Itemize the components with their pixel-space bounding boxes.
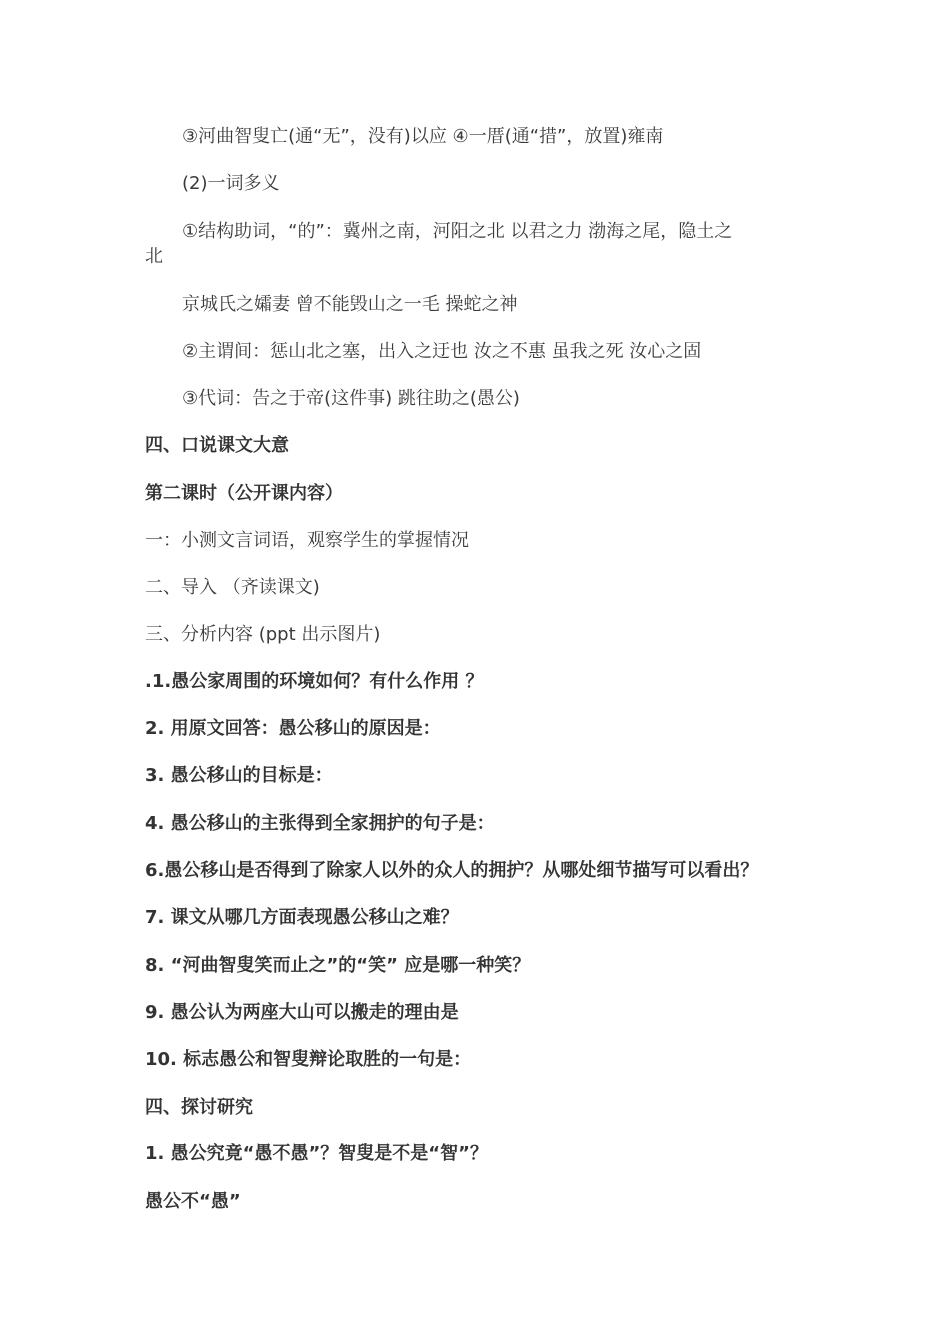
text-line-yiciduoyi: (2)一词多义 — [182, 173, 280, 194]
heading-second-lesson: 第二课时（公开课内容） — [145, 483, 343, 504]
text-line-zhuweijian: ②主谓间：惩山北之塞，出入之迂也 汝之不惠 虽我之死 汝心之固 — [182, 341, 702, 362]
text-line-tongjia: ③河曲智叟亡(通“无”，没有)以应 ④一厝(通“措”，放置)雍南 — [182, 126, 664, 147]
text-line-jiegou-zhuci: ①结构助词，“的”：冀州之南，河阳之北 以君之力 渤海之尾，隐土之 — [182, 221, 733, 242]
text-line-jiegou-zhuci-cont: 北 — [145, 246, 163, 267]
question-2: 2. 用原文回答：愚公移山的原因是： — [145, 718, 441, 739]
question-6: 6.愚公移山是否得到了除家人以外的众人的拥护？从哪处细节描写可以看出？ — [145, 860, 759, 881]
text-line-examples: 京城氏之孀妻 曾不能毁山之一毛 操蛇之神 — [182, 294, 518, 315]
text-line-daici: ③代词：告之于帝(这件事) 跳往助之(愚公) — [182, 388, 520, 409]
text-line-daoru: 二、导入 （齐读课文) — [145, 577, 320, 598]
text-line-xiaoce: 一：小测文言词语，观察学生的掌握情况 — [145, 530, 469, 551]
question-4: 4. 愚公移山的主张得到全家拥护的句子是： — [145, 813, 495, 834]
question-3: 3. 愚公移山的目标是： — [145, 765, 333, 786]
question-1: .1.愚公家周围的环境如何？有什么作用 ？ — [145, 671, 484, 692]
text-line-fenxi: 三、分析内容 (ppt 出示图片) — [145, 624, 381, 645]
question-10: 10. 标志愚公和智叟辩论取胜的一句是： — [145, 1049, 472, 1070]
question-7: 7. 课文从哪几方面表现愚公移山之难？ — [145, 907, 459, 928]
text-line-yugong-buyu: 愚公不“愚” — [145, 1191, 241, 1212]
discussion-question-1: 1. 愚公究竟“愚不愚”？智叟是不是“智”？ — [145, 1143, 488, 1164]
heading-tantao: 四、探讨研究 — [145, 1097, 253, 1118]
question-8: 8. “河曲智叟笑而止之”的“笑” 应是哪一种笑？ — [145, 955, 531, 976]
heading-koushuo: 四、口说课文大意 — [145, 435, 289, 456]
question-9: 9. 愚公认为两座大山可以搬走的理由是 — [145, 1002, 459, 1023]
